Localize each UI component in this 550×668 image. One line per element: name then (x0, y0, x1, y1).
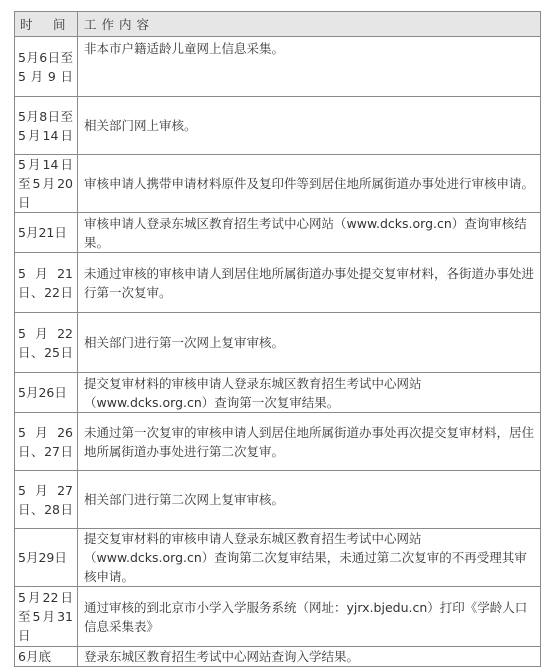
table-row (15, 529, 541, 587)
table-row (15, 155, 541, 213)
table-row (15, 97, 541, 155)
row-work: 相关部门进行第二次网上复审审核。 (78, 471, 541, 529)
table-row (15, 313, 541, 373)
table-row (15, 647, 541, 667)
table-row (15, 373, 541, 413)
row-time: 6月底 (15, 647, 78, 667)
table-row (15, 471, 541, 529)
row-work: 审核申请人携带申请材料原件及复印件等到居住地所属街道办事处进行审核申请。 (78, 155, 541, 213)
table-row (15, 587, 541, 647)
table-row (15, 253, 541, 313)
row-time: 5月22日、25日 (15, 313, 78, 373)
schedule-table (14, 11, 541, 667)
row-work: 登录东城区教育招生考试中心网站查询入学结果。 (78, 647, 541, 667)
row-work: 相关部门网上审核。 (78, 97, 541, 155)
row-time: 5月8日至5月14日 (15, 97, 78, 155)
row-work: 审核申请人登录东城区教育招生考试中心网站（www.dcks.org.cn）查询审核结果。 (78, 213, 541, 253)
row-time: 5月22日至5月31日 (15, 587, 78, 647)
row-time: 5月21日、22日 (15, 253, 78, 313)
row-time: 5月21日 (15, 213, 78, 253)
row-work: 相关部门进行第一次网上复审审核。 (78, 313, 541, 373)
row-work: 提交复审材料的审核申请人登录东城区教育招生考试中心网站（www.dcks.org.cn）查询第二次复审结果，未通过第二次复审的不再受理其审核申请。 (78, 529, 541, 587)
table-row (15, 413, 541, 471)
row-work: 未通过第一次复审的审核申请人到居住地所属街道办事处再次提交复审材料，居住地所属街道办事处进行第二次复审。 (78, 413, 541, 471)
row-time: 5月14日至5月20日 (15, 155, 78, 213)
row-work: 未通过审核的审核申请人到居住地所属街道办事处提交复审材料，各街道办事处进行第一次复审。 (78, 253, 541, 313)
row-work: 提交复审材料的审核申请人登录东城区教育招生考试中心网站（www.dcks.org.cn）查询第一次复审结果。 (78, 373, 541, 413)
row-work: 非本市户籍适龄儿童网上信息采集。 (78, 37, 541, 97)
header-work-content: 工作内容 (78, 12, 541, 37)
table-header-row (15, 12, 541, 37)
row-work: 通过审核的到北京市小学入学服务系统（网址：yjrx.bjedu.cn）打印《学龄人口信息采集表》 (78, 587, 541, 647)
table-row (15, 213, 541, 253)
table-row (15, 37, 541, 97)
row-time: 5月26日、27日 (15, 413, 78, 471)
row-time: 5月27日、28日 (15, 471, 78, 529)
header-time: 时 间 (15, 12, 78, 37)
row-time: 5月29日 (15, 529, 78, 587)
row-time: 5月26日 (15, 373, 78, 413)
row-time: 5月6日至5月9日 (15, 37, 78, 97)
